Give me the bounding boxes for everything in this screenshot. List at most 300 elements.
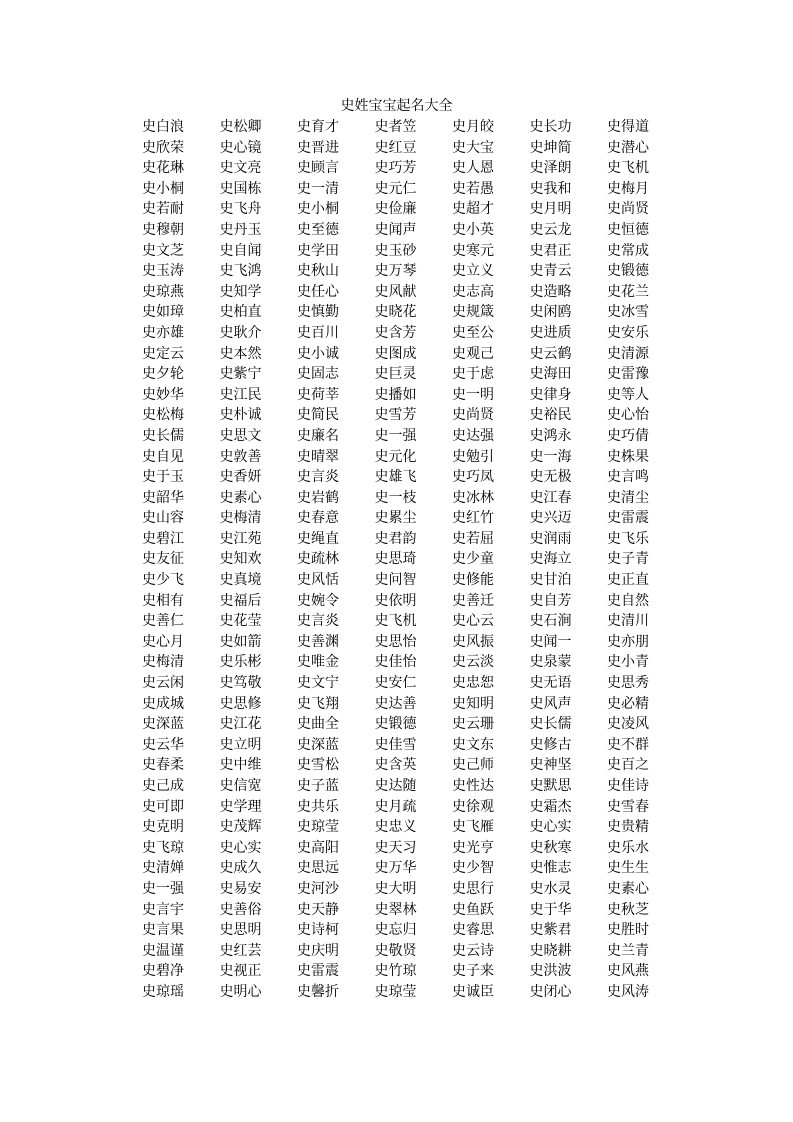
name-cell: 史文芝	[142, 242, 184, 259]
name-cell: 史廉名	[297, 427, 339, 444]
name-cell: 史朴诚	[219, 407, 262, 424]
name-cell: 史深蓝	[297, 736, 339, 753]
name-cell: 史丹玉	[219, 221, 262, 238]
name-cell: 史百之	[607, 757, 649, 774]
name-cell: 史睿思	[452, 922, 494, 939]
name-cell: 史曲全	[297, 716, 339, 733]
name-cell: 史克明	[142, 819, 184, 836]
name-cell: 史白浪	[142, 119, 184, 135]
name-cell: 史若屈	[452, 530, 494, 547]
name-cell: 史言鸣	[607, 469, 649, 486]
name-cell: 史坤简	[529, 139, 572, 156]
name-cell: 史夕轮	[142, 366, 184, 383]
name-cell: 史一明	[452, 386, 494, 403]
name-cell: 史雷震	[607, 510, 649, 527]
name-cell: 史晓花	[374, 304, 417, 321]
name-cell: 史修古	[529, 736, 572, 753]
name-cell: 史佳怡	[374, 654, 417, 671]
name-grid	[142, 117, 685, 1003]
name-cell: 史相有	[142, 592, 184, 609]
name-cell: 史若愚	[452, 180, 494, 197]
name-cell: 史播如	[374, 386, 417, 403]
name-cell: 史思文	[219, 427, 262, 444]
name-cell: 史飞琼	[142, 839, 184, 856]
name-cell: 史一强	[142, 880, 184, 897]
name-cell: 史无语	[529, 675, 572, 692]
name-cell: 史庆明	[297, 942, 339, 959]
name-cell: 史花莹	[219, 613, 262, 630]
name-cell: 史长儒	[529, 716, 572, 733]
name-cell: 史达强	[452, 427, 494, 444]
name-cell: 史小诚	[297, 345, 339, 362]
name-cell: 史秋山	[297, 263, 339, 280]
name-cell: 史于玉	[142, 469, 184, 486]
name-cell: 史花兰	[607, 283, 649, 300]
name-cell: 史进质	[529, 324, 572, 341]
name-cell: 史雷震	[297, 963, 339, 980]
name-cell: 史风燕	[607, 963, 649, 980]
name-cell: 史风振	[452, 633, 494, 650]
name-cell: 史忠义	[374, 819, 417, 836]
name-cell: 史百川	[297, 324, 339, 341]
name-cell: 史思修	[219, 695, 262, 712]
name-cell: 史如箭	[219, 633, 262, 650]
name-cell: 史成久	[219, 860, 262, 877]
name-cell: 史梅清	[142, 654, 184, 671]
name-cell: 史云华	[142, 736, 184, 753]
name-cell: 史河沙	[297, 880, 339, 897]
name-cell: 史至公	[452, 324, 494, 341]
name-cell: 史常成	[607, 242, 649, 259]
name-cell: 史碧净	[142, 963, 184, 980]
name-cell: 史安仁	[374, 675, 417, 692]
name-cell: 史正直	[607, 572, 649, 589]
page-title: 史姓宝宝起名大全	[340, 98, 453, 114]
name-cell: 史乐彬	[219, 654, 262, 671]
name-cell: 史玉涛	[142, 263, 184, 280]
name-cell: 史小桐	[297, 201, 339, 218]
name-cell: 史清婵	[142, 860, 184, 877]
name-cell: 史亦朋	[607, 633, 649, 650]
name-cell: 史神坚	[529, 757, 572, 774]
name-cell: 史律身	[529, 386, 572, 403]
name-cell: 史风涛	[607, 983, 649, 1000]
name-cell: 史红豆	[374, 139, 417, 156]
name-cell: 史志高	[452, 283, 494, 300]
name-cell: 史惟志	[529, 860, 572, 877]
name-cell: 史鸿永	[529, 427, 572, 444]
name-cell: 史闻声	[374, 221, 417, 238]
name-cell: 史自见	[142, 448, 184, 465]
name-cell: 史自芳	[529, 592, 572, 609]
name-cell: 史立义	[452, 263, 494, 280]
name-cell: 史少智	[452, 860, 494, 877]
name-cell: 史言炎	[297, 469, 339, 486]
name-cell: 史安乐	[607, 324, 649, 341]
name-cell: 史高阳	[297, 839, 339, 856]
name-cell: 史霜杰	[529, 798, 572, 815]
name-cell: 史累尘	[374, 510, 417, 527]
name-cell: 史知明	[452, 695, 494, 712]
name-cell: 史依明	[374, 592, 417, 609]
name-cell: 史固志	[297, 366, 339, 383]
name-cell: 史飞机	[374, 613, 417, 630]
name-cell: 史青云	[529, 263, 572, 280]
name-cell: 史凌风	[607, 716, 649, 733]
name-cell: 史超才	[452, 201, 494, 218]
name-cell: 史言果	[142, 922, 184, 939]
name-cell: 史甘泊	[529, 572, 572, 589]
name-cell: 史兴迈	[529, 510, 572, 527]
name-cell: 史默思	[529, 778, 572, 794]
name-cell: 史锻德	[607, 263, 649, 280]
name-cell: 史深蓝	[142, 716, 184, 733]
name-cell: 史天静	[297, 901, 339, 918]
name-cell: 史含英	[374, 757, 417, 774]
name-cell: 史闻一	[529, 633, 572, 650]
name-cell: 史一强	[374, 427, 417, 444]
name-cell: 史琼瑶	[142, 983, 184, 1000]
name-cell: 史紫君	[529, 922, 572, 939]
name-cell: 史恒德	[607, 221, 649, 238]
name-cell: 史达随	[374, 778, 417, 794]
name-cell: 史穆朝	[142, 221, 184, 238]
name-cell: 史飞乐	[607, 530, 649, 547]
name-cell: 史雪芳	[374, 407, 417, 424]
name-cell: 史飞雁	[452, 819, 494, 836]
name-cell: 史飞鸿	[219, 263, 262, 280]
name-cell: 史翠林	[374, 901, 417, 918]
name-cell: 史长儒	[142, 427, 184, 444]
name-cell: 史小桐	[142, 180, 184, 197]
name-cell: 史子来	[452, 963, 494, 980]
name-cell: 史海立	[529, 551, 572, 568]
name-cell: 史素心	[219, 489, 262, 506]
name-cell: 史江春	[529, 489, 572, 506]
name-cell: 史少童	[452, 551, 494, 568]
name-cell: 史慎勤	[297, 304, 339, 321]
name-cell: 史思行	[452, 880, 494, 897]
name-cell: 史知学	[219, 283, 262, 300]
name-cell: 史自然	[607, 592, 649, 609]
name-cell: 史山容	[142, 510, 184, 527]
name-cell: 史真境	[219, 572, 262, 589]
name-cell: 史晋进	[297, 139, 339, 156]
name-cell: 史君韵	[374, 530, 417, 547]
name-cell: 史云鹤	[529, 345, 572, 362]
name-cell: 史俭廉	[374, 201, 417, 218]
name-cell: 史雪春	[607, 798, 649, 815]
name-cell: 史兰青	[607, 942, 649, 959]
name-cell: 史善俗	[219, 901, 262, 918]
name-cell: 史文亮	[219, 160, 262, 177]
name-cell: 史茂辉	[219, 819, 262, 836]
name-cell: 史徐观	[452, 798, 494, 815]
name-cell: 史秋寒	[529, 839, 572, 856]
name-cell: 史大宝	[452, 139, 494, 156]
name-cell: 史国栋	[219, 180, 262, 197]
name-cell: 史思琦	[374, 551, 417, 568]
name-cell: 史佳诗	[607, 778, 649, 794]
name-cell: 史唯金	[297, 654, 339, 671]
name-cell: 史于虑	[452, 366, 494, 383]
name-cell: 史一海	[529, 448, 572, 465]
name-cell: 史温谨	[142, 942, 184, 959]
name-cell: 史观己	[452, 345, 494, 362]
name-cell: 史必精	[607, 695, 649, 712]
name-cell: 史言宇	[142, 901, 184, 918]
name-cell: 史巧倩	[607, 427, 649, 444]
name-cell: 史己成	[142, 778, 184, 794]
name-cell: 史松卿	[219, 119, 262, 135]
name-cell: 史言炎	[297, 613, 339, 630]
name-cell: 史亦雄	[142, 324, 184, 341]
name-cell: 史性达	[452, 778, 494, 794]
name-cell: 史红芸	[219, 942, 262, 959]
name-cell: 史天习	[374, 839, 417, 856]
name-cell: 史图成	[374, 345, 417, 362]
name-cell: 史中维	[219, 757, 262, 774]
name-cell: 史润雨	[529, 530, 572, 547]
name-cell: 史心怡	[607, 407, 649, 424]
name-cell: 史韶华	[142, 489, 184, 506]
name-cell: 史水灵	[529, 880, 572, 897]
name-cell: 史若耐	[142, 201, 184, 218]
name-cell: 史婉令	[297, 592, 339, 609]
name-cell: 史规箴	[452, 304, 494, 321]
name-cell: 史柏直	[219, 304, 262, 321]
name-cell: 史琼莹	[297, 819, 339, 836]
name-cell: 史月皎	[452, 119, 494, 135]
name-cell: 史思远	[297, 860, 339, 877]
name-cell: 史学田	[297, 242, 339, 259]
name-cell: 史思明	[219, 922, 262, 939]
name-cell: 史清源	[607, 345, 649, 362]
name-cell: 史洪波	[529, 963, 572, 980]
name-cell: 史月疏	[374, 798, 417, 815]
name-cell: 史万华	[374, 860, 417, 877]
name-cell: 史竹琼	[374, 963, 417, 980]
name-cell: 史造略	[529, 283, 572, 300]
name-cell: 史琼燕	[142, 283, 184, 300]
name-cell: 史雄飞	[374, 469, 417, 486]
name-cell: 史花琳	[142, 160, 184, 177]
name-cell: 史长功	[529, 119, 572, 135]
name-cell: 史人恩	[452, 160, 494, 177]
name-cell: 史胜时	[607, 922, 649, 939]
name-cell: 史晓耕	[529, 942, 572, 959]
name-cell: 史思怡	[374, 633, 417, 650]
name-cell: 史江民	[219, 386, 262, 403]
name-cell: 史海田	[529, 366, 572, 383]
name-cell: 史无极	[529, 469, 572, 486]
name-cell: 史任心	[297, 283, 339, 300]
name-cell: 史春意	[297, 510, 339, 527]
name-cell: 史晴翠	[297, 448, 339, 465]
name-cell: 史玉砂	[374, 242, 417, 259]
name-cell: 史香妍	[219, 469, 262, 486]
name-cell: 史云龙	[529, 221, 572, 238]
name-cell: 史育才	[297, 119, 339, 135]
name-cell: 史梅月	[607, 180, 649, 197]
name-cell: 史风献	[374, 283, 417, 300]
name-cell: 史少飞	[142, 572, 184, 589]
name-cell: 史素心	[607, 880, 649, 897]
name-cell: 史泉蒙	[529, 654, 572, 671]
name-cell: 史学理	[219, 798, 262, 815]
name-cell: 史元化	[374, 448, 417, 465]
name-cell: 史闲鸥	[529, 304, 572, 321]
name-cell: 史飞翔	[297, 695, 339, 712]
name-cell: 史碧江	[142, 530, 184, 547]
name-cell: 史诚臣	[452, 983, 494, 1000]
name-cell: 史知欢	[219, 551, 262, 568]
name-cell: 史妙华	[142, 386, 184, 403]
name-cell: 史绳直	[297, 530, 339, 547]
name-cell: 史勉引	[452, 448, 494, 465]
name-cell: 史忠恕	[452, 675, 494, 692]
name-cell: 史简民	[297, 407, 339, 424]
name-cell: 史光亨	[452, 839, 494, 856]
name-cell: 史尚贤	[607, 201, 649, 218]
name-cell: 史心实	[219, 839, 262, 856]
name-cell: 史江苑	[219, 530, 262, 547]
name-cell: 史尚贤	[452, 407, 494, 424]
name-cell: 史岩鹤	[297, 489, 339, 506]
name-cell: 史定云	[142, 345, 184, 362]
name-cell: 史云珊	[452, 716, 494, 733]
name-cell: 史顾言	[297, 160, 339, 177]
name-cell: 史雷豫	[607, 366, 649, 383]
name-cell: 史鱼跃	[452, 901, 494, 918]
name-cell: 史大明	[374, 880, 417, 897]
name-cell: 史巨灵	[374, 366, 417, 383]
name-cell: 史云诗	[452, 942, 494, 959]
name-cell: 史善仁	[142, 613, 184, 630]
name-cell: 史万琴	[374, 263, 417, 280]
name-cell: 史春柔	[142, 757, 184, 774]
name-cell: 史耿介	[219, 324, 262, 341]
name-cell: 史巧芳	[374, 160, 417, 177]
name-cell: 史清尘	[607, 489, 649, 506]
name-cell: 史江花	[219, 716, 262, 733]
name-cell: 史风声	[529, 695, 572, 712]
name-cell: 史泽朗	[529, 160, 572, 177]
name-cell: 史乐水	[607, 839, 649, 856]
name-cell: 史福后	[219, 592, 262, 609]
name-cell: 史修能	[452, 572, 494, 589]
name-cell: 史成城	[142, 695, 184, 712]
name-cell: 史元仁	[374, 180, 417, 197]
name-cell: 史一枝	[374, 489, 417, 506]
name-cell: 史心实	[529, 819, 572, 836]
name-cell: 史不群	[607, 736, 649, 753]
name-cell: 史视正	[219, 963, 262, 980]
name-cell: 史飞机	[607, 160, 649, 177]
name-cell: 史心月	[142, 633, 184, 650]
name-cell: 史信宽	[219, 778, 262, 794]
name-cell: 史本然	[219, 345, 262, 362]
name-cell: 史善渊	[297, 633, 339, 650]
name-cell: 史巧凤	[452, 469, 494, 486]
name-cell: 史琼莹	[374, 983, 417, 1000]
name-cell: 史欣荣	[142, 139, 184, 156]
name-cell: 史我和	[529, 180, 572, 197]
name-cell: 史寒元	[452, 242, 494, 259]
name-cell: 史佳雪	[374, 736, 417, 753]
name-cell: 史己师	[452, 757, 494, 774]
name-cell: 史达善	[374, 695, 417, 712]
name-cell: 史文东	[452, 736, 494, 753]
name-cell: 史闭心	[529, 983, 572, 1000]
name-cell: 史潜心	[607, 139, 649, 156]
name-cell: 史诗柯	[297, 922, 339, 939]
name-cell: 史冰林	[452, 489, 494, 506]
name-cell: 史敦善	[219, 448, 262, 465]
name-cell: 史得道	[607, 119, 649, 135]
name-cell: 史善迁	[452, 592, 494, 609]
name-cell: 史飞舟	[219, 201, 262, 218]
name-cell: 史裕民	[529, 407, 572, 424]
name-cell: 史文宁	[297, 675, 339, 692]
name-cell: 史等人	[607, 386, 649, 403]
name-cell: 史子蓝	[297, 778, 339, 794]
name-cell: 史共乐	[297, 798, 339, 815]
name-cell: 史风恬	[297, 572, 339, 589]
name-cell: 史至德	[297, 221, 339, 238]
name-cell: 史生生	[607, 860, 649, 877]
name-cell: 史自闻	[219, 242, 262, 259]
name-cell: 史友征	[142, 551, 184, 568]
name-cell: 史月明	[529, 201, 572, 218]
name-cell: 史株果	[607, 448, 649, 465]
name-cell: 史心云	[452, 613, 494, 630]
name-cell: 史明心	[219, 983, 262, 1000]
name-cell: 史如璋	[142, 304, 184, 321]
name-cell: 史敬贤	[374, 942, 417, 959]
name-cell: 史可即	[142, 798, 184, 815]
name-cell: 史小青	[607, 654, 649, 671]
name-cell: 史子青	[607, 551, 649, 568]
name-cell: 史红竹	[452, 510, 494, 527]
name-cell: 史疏林	[297, 551, 339, 568]
name-cell: 史梅清	[219, 510, 262, 527]
name-cell: 史锻德	[374, 716, 417, 733]
name-cell: 史心镜	[219, 139, 262, 156]
name-cell: 史云闲	[142, 675, 184, 692]
name-cell: 史于华	[529, 901, 572, 918]
name-cell: 史君正	[529, 242, 572, 259]
name-cell: 史紫宁	[219, 366, 262, 383]
name-cell: 史一清	[297, 180, 339, 197]
name-cell: 史问智	[374, 572, 417, 589]
name-cell: 史小英	[452, 221, 494, 238]
name-cell: 史云淡	[452, 654, 494, 671]
name-cell: 史含芳	[374, 324, 417, 341]
name-cell: 史笃敬	[219, 675, 262, 692]
name-cell: 史秋芝	[607, 901, 649, 918]
name-cell: 史清川	[607, 613, 649, 630]
name-cell: 史松梅	[142, 407, 184, 424]
name-cell: 史思秀	[607, 675, 649, 692]
name-cell: 史立明	[219, 736, 262, 753]
name-cell: 史馨折	[297, 983, 339, 1000]
name-cell: 史雪松	[297, 757, 339, 774]
name-cell: 史冰雪	[607, 304, 649, 321]
name-cell: 史荷莘	[297, 386, 339, 403]
name-cell: 史者笠	[374, 119, 417, 135]
name-cell: 史易安	[219, 880, 262, 897]
